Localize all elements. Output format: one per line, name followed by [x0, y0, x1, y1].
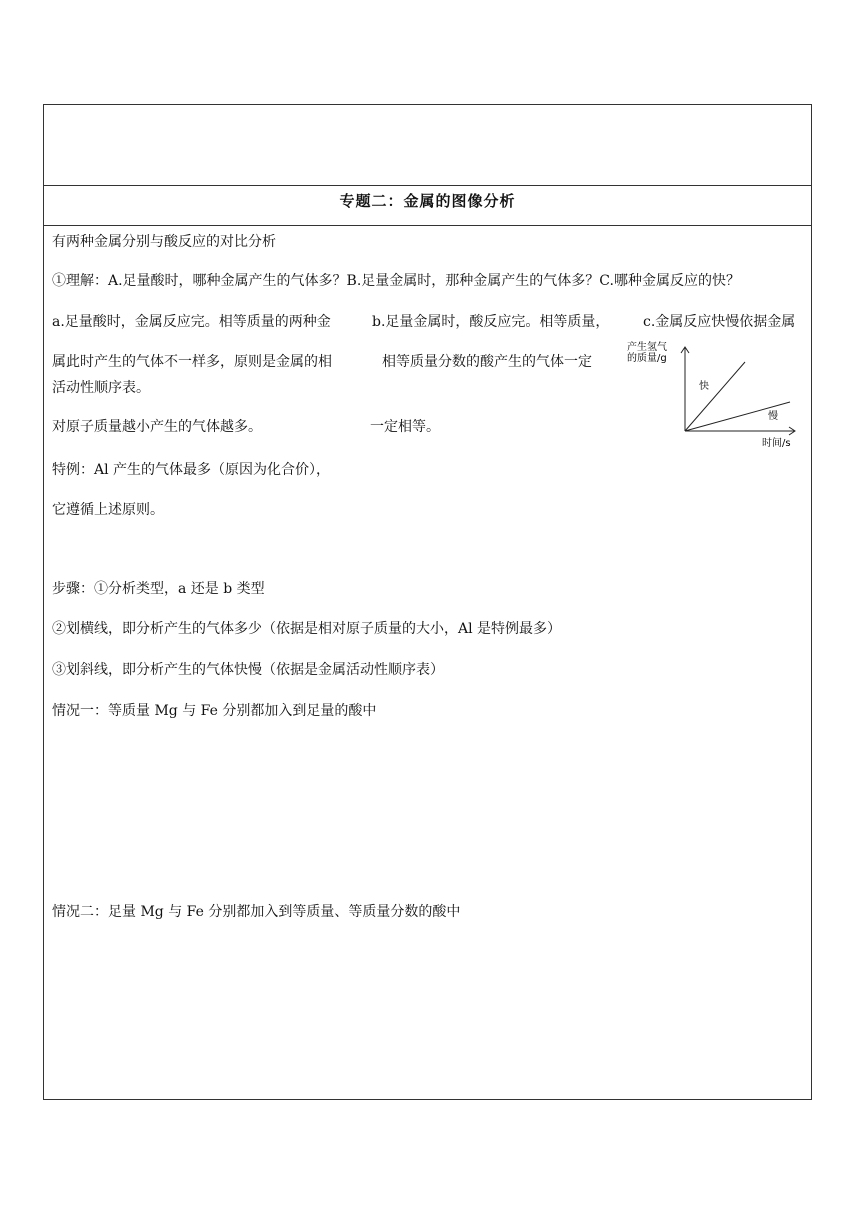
col-a-line-1: a.足量酸时，金属反应完。相等质量的两种金 [52, 314, 331, 330]
col-a-line-4: 特例：Al 产生的气体最多（原因为化合价）， [52, 462, 331, 478]
col-c-line-1: c.金属反应快慢依据金属 [643, 314, 796, 330]
col-c-line-2: 活动性顺序表。 [52, 380, 150, 396]
col-b-line-3: 一定相等。 [370, 419, 440, 435]
header-divider [43, 185, 812, 186]
y-axis-label-2: 的质量/g [627, 353, 667, 364]
col-a-line-3: 对原子质量越小产生的气体越多。 [52, 419, 262, 435]
title-divider [43, 225, 812, 226]
understanding-text: ①理解：A.足量酸时，哪种金属产生的气体多？B.足量金属时，那种金属产生的气体多？C.哪种金属反应的快？ [52, 273, 740, 289]
case-2: 情况二：足量 Mg 与 Fe 分别都加入到等质量、等质量分数的酸中 [52, 904, 461, 920]
step-1: 步骤：①分析类型，a 还是 b 类型 [52, 581, 265, 597]
col-b-line-2: 相等质量分数的酸产生的气体一定 [382, 354, 592, 370]
y-axis-label-1: 产生氢气 [627, 342, 667, 353]
col-a-line-2: 属此时产生的气体不一样多，原则是金属的相 [52, 354, 332, 370]
col-b-line-1: b.足量金属时，酸反应完。相等质量， [372, 314, 610, 330]
reaction-rate-graph [625, 338, 810, 453]
x-axis-label: 时间/s [762, 438, 791, 449]
fast-line [685, 362, 745, 431]
document-frame [43, 104, 812, 1100]
step-3: ③划斜线，即分析产生的气体快慢（依据是金属活动性顺序表） [52, 662, 444, 678]
col-a-line-5: 它遵循上述原则。 [52, 502, 164, 518]
slow-label: 慢 [768, 411, 778, 422]
page-title: 专题二：金属的图像分析 [339, 192, 516, 210]
case-1: 情况一：等质量 Mg 与 Fe 分别都加入到足量的酸中 [52, 703, 377, 719]
fast-label: 快 [699, 381, 709, 392]
step-2: ②划横线，即分析产生的气体多少（依据是相对原子质量的大小，Al 是特例最多） [52, 621, 562, 637]
intro-text: 有两种金属分别与酸反应的对比分析 [52, 234, 276, 250]
